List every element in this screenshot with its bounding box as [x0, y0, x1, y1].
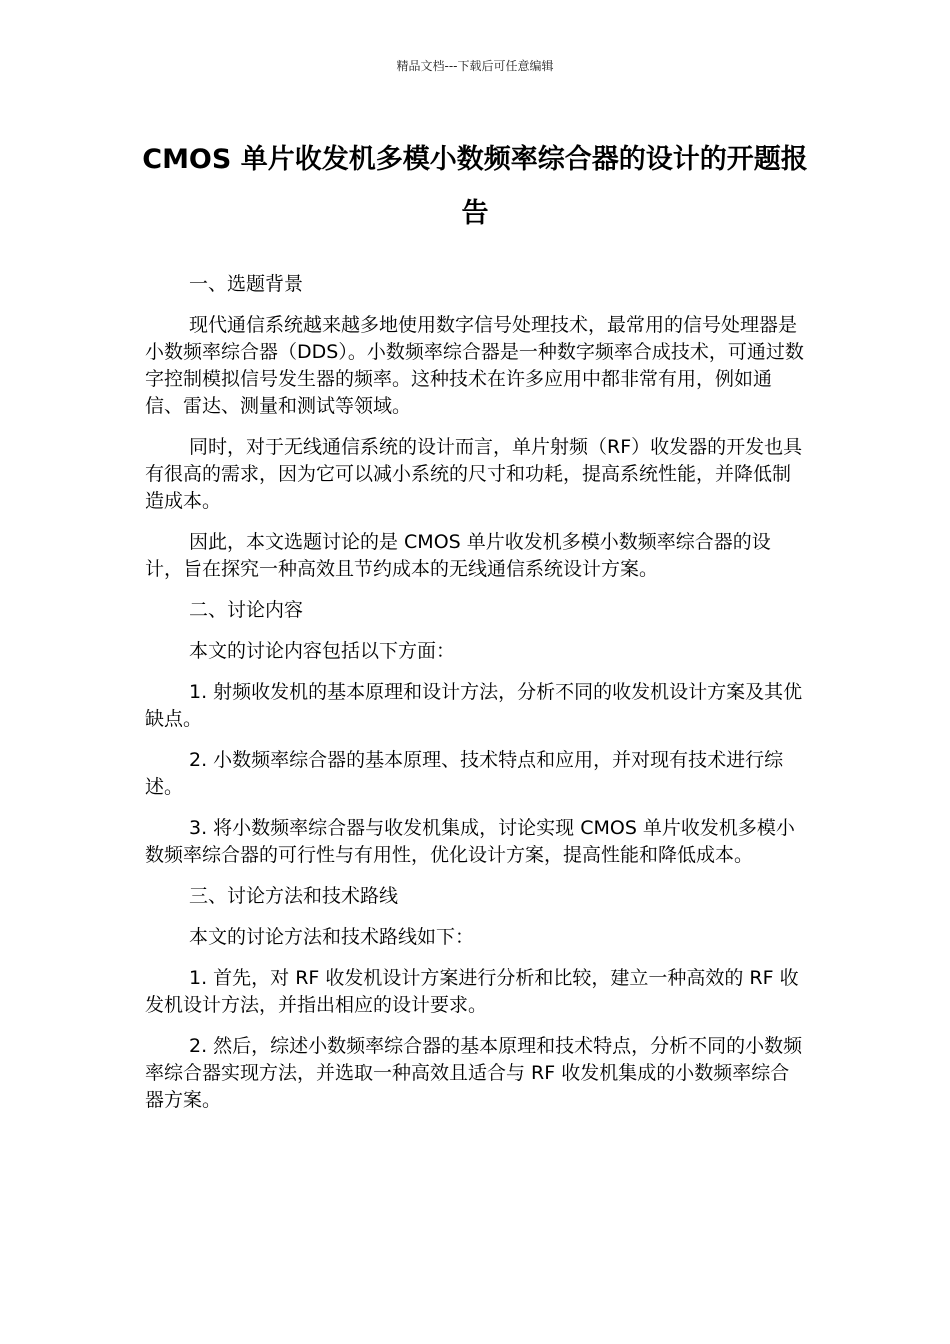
document-body	[145, 271, 807, 1128]
paragraph-methods-intro: 本文的讨论方法和技术路线如下：	[189, 926, 475, 948]
section-heading-background: 一、选题背景	[189, 273, 304, 295]
list-item-content-1: 1. 射频收发机的基本原理和设计方法，分析不同的收发机设计方案及其优缺点。	[145, 681, 803, 730]
paragraph-topic: 因此，本文选题讨论的是 CMOS 单片收发机多模小数频率综合器的设计，旨在探究一种高效且节约成本的无线通信系统设计方案。	[145, 531, 771, 580]
list-item-content-2: 2. 小数频率综合器的基本原理、技术特点和应用，并对现有技术进行综述。	[145, 749, 784, 798]
section-heading-methods: 三、讨论方法和技术路线	[189, 885, 399, 907]
paragraph-background: 现代通信系统越来越多地使用数字信号处理技术，最常用的信号处理器是小数频率综合器（DDS）。小数频率综合器是一种数字频率合成技术，可通过数字控制模拟信号发生器的频率。这种技术在许多应用中都非常有用，例如通信、雷达、测量和测试等领域。	[145, 314, 804, 417]
list-item-content-3: 3. 将小数频率综合器与收发机集成，讨论实现 CMOS 单片收发机多模小数频率综合器的可行性与有用性，优化设计方案，提高性能和降低成本。	[145, 817, 795, 866]
document-title: CMOS 单片收发机多模小数频率综合器的设计的开题报告	[142, 144, 808, 229]
section-heading-content: 二、讨论内容	[189, 599, 304, 621]
list-item-methods-2: 2. 然后，综述小数频率综合器的基本原理和技术特点，分析不同的小数频率综合器实现方法，并选取一种高效且适合与 RF 收发机集成的小数频率综合器方案。	[145, 1035, 803, 1111]
page-header: 精品文档---下载后可任意编辑	[396, 59, 554, 73]
paragraph-rf-demand: 同时，对于无线通信系统的设计而言，单片射频（RF）收发器的开发也具有很高的需求，因为它可以减小系统的尺寸和功耗，提高系统性能，并降低制造成本。	[145, 436, 803, 512]
list-item-methods-1: 1. 首先，对 RF 收发机设计方案进行分析和比较，建立一种高效的 RF 收发机设计方法，并指出相应的设计要求。	[145, 967, 799, 1016]
paragraph-content-intro: 本文的讨论内容包括以下方面：	[189, 640, 456, 662]
